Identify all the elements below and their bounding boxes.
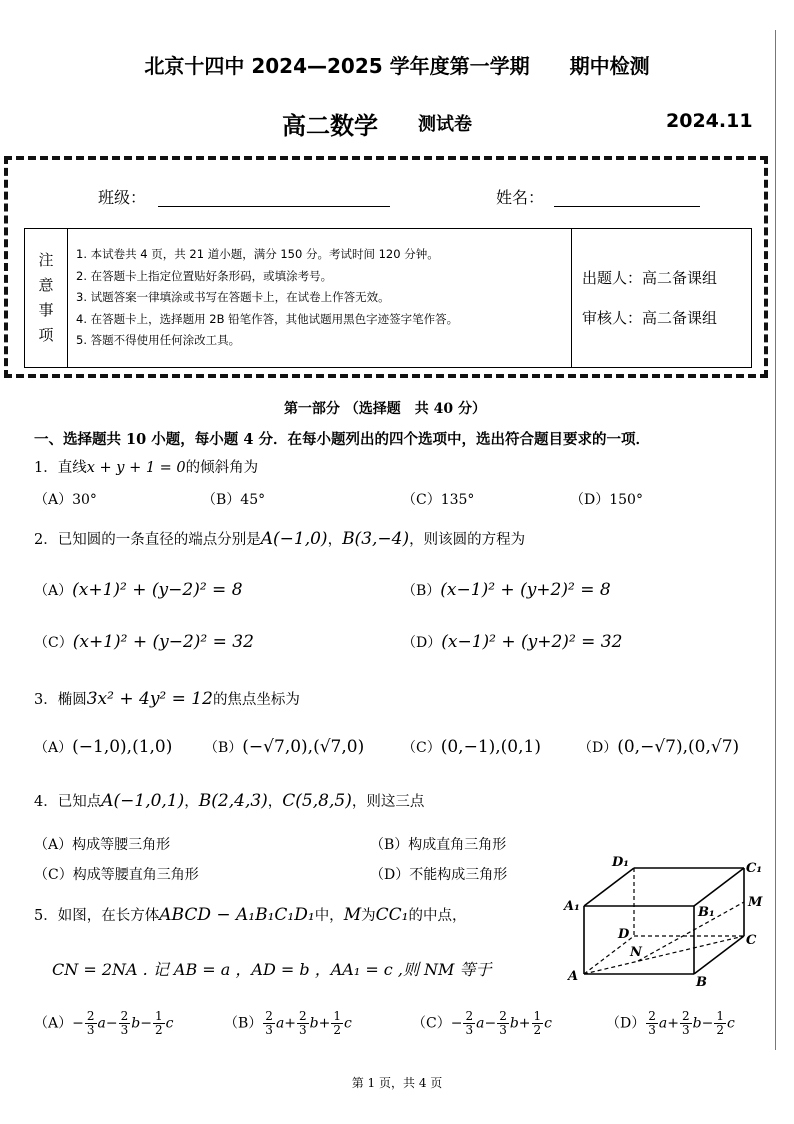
- q5-option-d: （D） $\frac{2}{3}$ a+ $\frac{2}{3}$ b− $\frac{1}{2}$ c: [606, 1009, 735, 1037]
- authors-cell: [572, 229, 752, 368]
- q3-option-b: （B）(−√7,0),(√7,0): [204, 737, 365, 757]
- rule-item: 5. 答题不得使用任何涂改工具。: [76, 333, 241, 348]
- rule-item: 4. 在答题卡上，选择题用 2B 铅笔作答，其他试题用黑色字迹签字笔作答。: [76, 311, 459, 326]
- exam-date: 2024.11: [666, 110, 753, 132]
- label-c1: C₁: [746, 861, 763, 876]
- q5-option-c: （C）− $\frac{2}{3}$ a− $\frac{2}{3}$ b+ $\frac{1}{2}$ c: [412, 1009, 553, 1037]
- section-heading: 第一部分 （选择题 共 40 分）: [283, 401, 487, 417]
- q2-option-d: （D）(x−1)² + (y+2)² = 32: [402, 632, 623, 652]
- q4-option-c: （C）构成等腰直角三角形: [34, 867, 199, 883]
- q1-option-a: （A）30°: [34, 492, 97, 508]
- name-field[interactable]: [554, 188, 700, 207]
- subject-title: 高二数学: [282, 112, 378, 140]
- label-b: B: [696, 975, 707, 990]
- rule-item: 3. 试题答案一律填涂或书写在答题卡上，在试卷上作答无效。: [76, 290, 390, 305]
- class-field[interactable]: [158, 188, 390, 207]
- q5-option-a: （A）− $\frac{2}{3}$ a− $\frac{2}{3}$ b− $\frac{1}{2}$ c: [34, 1009, 174, 1037]
- test-name: 测试卷: [418, 114, 472, 135]
- name-label: 姓名：: [496, 188, 545, 207]
- page-footer: 第 1 页，共 4 页: [351, 1076, 443, 1090]
- setter: 出题人：高二备课组: [582, 269, 718, 287]
- segment-nm: [638, 902, 744, 961]
- question-5: 5．如图，在长方体ABCD − A₁B₁C₁D₁中，M为CC₁的中点，: [34, 905, 467, 925]
- q4-option-a: （A）构成等腰三角形: [34, 837, 171, 853]
- q3-option-a: （A）(−1,0),(1,0): [34, 737, 173, 757]
- q2-option-b: （B）(x−1)² + (y+2)² = 8: [402, 580, 611, 600]
- reviewer: 审核人：高二备课组: [582, 309, 718, 327]
- class-label: 班级：: [98, 188, 147, 207]
- label-c: C: [746, 933, 757, 948]
- q2-option-c: （C）(x+1)² + (y−2)² = 32: [34, 632, 254, 652]
- label-n: N: [630, 945, 642, 960]
- rule-item: 1. 本试卷共 4 页，共 21 道小题，满分 150 分。考试时间 120 分钟。: [76, 247, 439, 262]
- q1-option-c: （C）135°: [402, 492, 475, 508]
- page-margin-rule: [775, 30, 776, 1050]
- edge-b1c1: [694, 868, 744, 906]
- label-m: M: [748, 895, 763, 910]
- notice-rules: [68, 229, 572, 368]
- label-d1: D₁: [612, 855, 629, 870]
- q4-option-b: （B）构成直角三角形: [370, 837, 507, 853]
- label-b1: B₁: [698, 905, 715, 920]
- edge-bc: [694, 936, 744, 974]
- question-4: 4．已知点A(−1,0,1)，B(2,4,3)，C(5,8,5)，则这三点: [34, 791, 425, 811]
- section-instruction: 一、选择题共 10 小题，每小题 4 分．在每小题列出的四个选项中，选出符合题目要求的一项．: [34, 431, 650, 448]
- notice-heading: 注 意 事 项: [25, 229, 68, 368]
- q1-option-b: （B）45°: [202, 492, 266, 508]
- q5-condition: CN = 2NA . 记 AB = a ，AD = b ，AA₁ = c ,则 NM 等于: [52, 960, 492, 979]
- rule-item: 2. 在答题卡上指定位置贴好条形码，或填涂考号。: [76, 268, 333, 283]
- question-3: 3．椭圆3x² + 4y² = 12的焦点坐标为: [34, 689, 300, 709]
- q2-option-a: （A）(x+1)² + (y−2)² = 8: [34, 580, 243, 600]
- notice-table: [24, 228, 752, 368]
- q3-option-c: （C）(0,−1),(0,1): [402, 737, 541, 757]
- q1-option-d: （D）150°: [570, 492, 643, 508]
- question-1: 1．直线x + y + 1 = 0的倾斜角为: [34, 460, 259, 476]
- label-d: D: [618, 927, 630, 942]
- exam-title: 北京十四中 2024—2025 学年度第一学期 期中检测: [144, 54, 650, 78]
- label-a: A: [568, 969, 579, 984]
- question-2: 2．已知圆的一条直径的端点分别是A(−1,0)，B(3,−4)，则该圆的方程为: [34, 529, 526, 549]
- edge-a1d1: [584, 868, 634, 906]
- q4-option-d: （D）不能构成三角形: [370, 867, 508, 883]
- cuboid-figure: [560, 850, 770, 990]
- q5-option-b: （B） $\frac{2}{3}$ a+ $\frac{2}{3}$ b+ $\frac{1}{2}$ c: [224, 1009, 352, 1037]
- q3-option-d: （D）(0,−√7),(0,√7): [578, 737, 740, 757]
- label-a1: A₁: [564, 899, 580, 914]
